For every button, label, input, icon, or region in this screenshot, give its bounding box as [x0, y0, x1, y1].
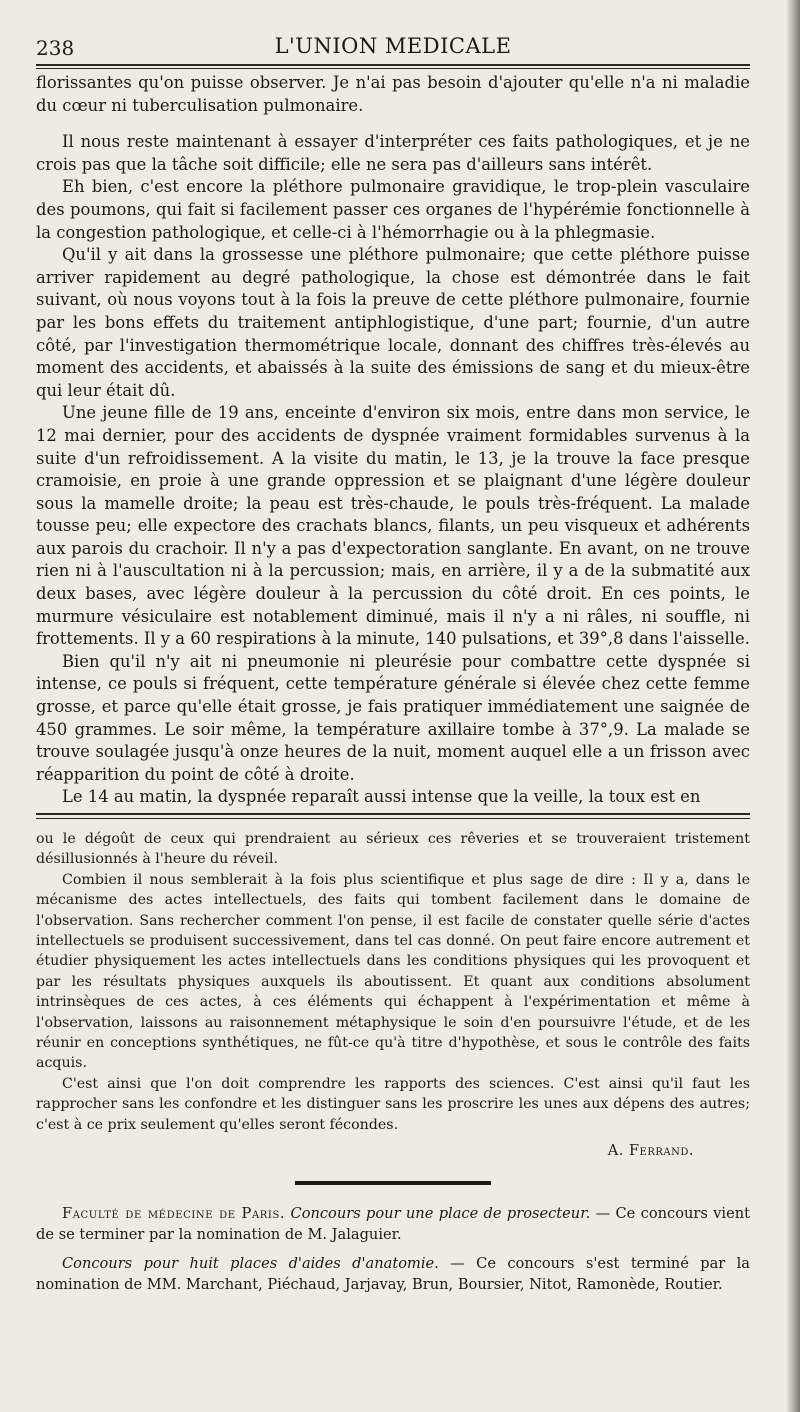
news-text: — Ce concours vient de se terminer par la nomination de M. Jalaguier. — [36, 1205, 751, 1244]
feuilleton-footnote — [36, 829, 750, 1159]
news-label: Faculté de médecine de Paris. — [62, 1205, 286, 1223]
paragraph: florissantes qu'on puisse observer. Je n'ai pas besoin d'ajouter qu'elle n'a ni maladie du cœur ni tuberculisation pulmonaire. — [36, 73, 750, 115]
news-items — [36, 1203, 750, 1295]
news-text: — Ce concours s'est terminé par la nomination de MM. Marchant, Piéchaud, Jarjavay, Brun, Boursier, Nitot, Ramonède, Routier. — [36, 1255, 751, 1294]
footnote-paragraph: ou le dégoût de ceux qui prendraient au sérieux ces rêveries et se trouveraient tristement désillusionnés à l'heure du réveil. — [36, 831, 750, 868]
section-divider — [36, 813, 750, 819]
running-header — [36, 30, 750, 66]
paragraph: Une jeune fille de 19 ans, enceinte d'environ six mois, entre dans mon service, le 12 mai dernier, pour des accidents de dyspnée vraiment formidables survenus à la suite d'un refroidissement. A la visite du matin, le 13, je la trouve la face presque cramoisie, en proie à une grande oppression et se plaignant d'une légère douleur sous la mamelle droite; la peau est très-chaude, le pouls très-fréquent. La malade tousse peu; elle expectore des crachats blancs, filants, un peu visqueux et adhérents aux parois du crachoir. Il n'y a pas d'expectoration sanglante. En avant, on ne trouve rien ni à l'auscultation ni à la percussion; mais, en arrière, il y a de la submatité aux deux bases, avec légère douleur à la percussion du côté droit. En ces points, le murmure vésiculaire est notablement diminué, mais il n'y a ni râles, ni souffle, ni frottements. Il y a 60 respirations à la minute, 140 pulsations, et 39°,8 dans l'aisselle. — [36, 403, 750, 649]
news-title: Concours pour une place de prosecteur. — [290, 1205, 591, 1223]
paragraph: Eh bien, c'est encore la pléthore pulmonaire gravidique, le trop-plein vasculaire des poumons, qui fait si facilement passer ces organes de l'hypérémie fonctionnelle à la congestion pathologique, et celle-ci à l'hémorrhagie ou à la phlegmasie. — [36, 177, 750, 242]
paragraph: Bien qu'il n'y ait ni pneumonie ni pleurésie pour combattre cette dyspnée si intense, ce pouls si fréquent, cette température générale si élevée chez cette femme grosse, et parce qu'elle était grosse, je fais pratiquer immédiatement une saignée de 450 grammes. Le soir même, la température axillaire tombe à 37°,9. La malade se trouve soulagée jusqu'à onze heures de la nuit, moment auquel elle a un frisson avec réapparition du point de côté à droite. — [36, 651, 750, 784]
short-divider — [295, 1181, 491, 1185]
journal-title: L'UNION MEDICALE — [274, 34, 512, 58]
footnote-paragraph: Combien il nous semblerait à la fois plus scientifique et plus sage de dire : Il y a, dans le mécanisme des actes intellectuels, des faits qui tombent facilement dans le domaine de l'observation. Sans rechercher comment l'on pense, il est facile de constater quelle série d'actes intellectuels se produisent successivement, dans tel cas donné. On peut faire encore autrement et étudier physiquement les actes intellectuels dans les conditions physiques qui les provoquent et par les résultats physiques auxquels ils aboutissent. Et quant aux conditions absolument intrinsèques de ces actes, à ces éléments qui échappent à l'expérimentation et même à l'observation, laissons au raisonnement métaphysique le soin d'en poursuivre l'étude, et de les réunir en conceptions synthétiques, ne fût-ce qu'à titre d'hypothèse, et sous le contrôle des faits acquis. — [36, 871, 750, 1072]
footnote-paragraph: C'est ainsi que l'on doit comprendre les rapports des sciences. C'est ainsi qu'il faut les rapprocher sans les confondre et les distinguer sans les proscrire les unes aux dépens des autres; c'est à ce prix seulement qu'elles seront fécondes. — [36, 1075, 750, 1133]
news-item — [36, 1253, 750, 1295]
author-signature: A. Ferrand. — [607, 1143, 694, 1160]
main-text — [36, 72, 750, 809]
paragraph: Qu'il y ait dans la grossesse une pléthore pulmonaire; que cette pléthore puisse arriver rapidement au degré pathologique, la chose est démontrée dans le fait suivant, où nous voyons tout à la fois la preuve de cette pléthore pulmonaire, fournie par les bons effets du traitement antiphlogistique, d'une part; fournie, d'un autre côté, par l'investigation thermométrique locale, donnant des chiffres très-élevés au moment des accidents, et abaissés à la suite des émissions de sang et du mieux-être qui leur était dû. — [36, 245, 750, 400]
page-number: 238 — [36, 36, 75, 60]
paragraph: Il nous reste maintenant à essayer d'interpréter ces faits pathologiques, et je ne crois pas que la tâche soit difficile; elle ne sera pas d'ailleurs sans intérêt. — [36, 132, 750, 174]
news-title: Concours pour huit places d'aides d'anatomie. — [62, 1255, 439, 1273]
news-item — [36, 1203, 750, 1245]
paragraph: Le 14 au matin, la dyspnée reparaît aussi intense que la veille, la toux est en — [62, 787, 701, 807]
